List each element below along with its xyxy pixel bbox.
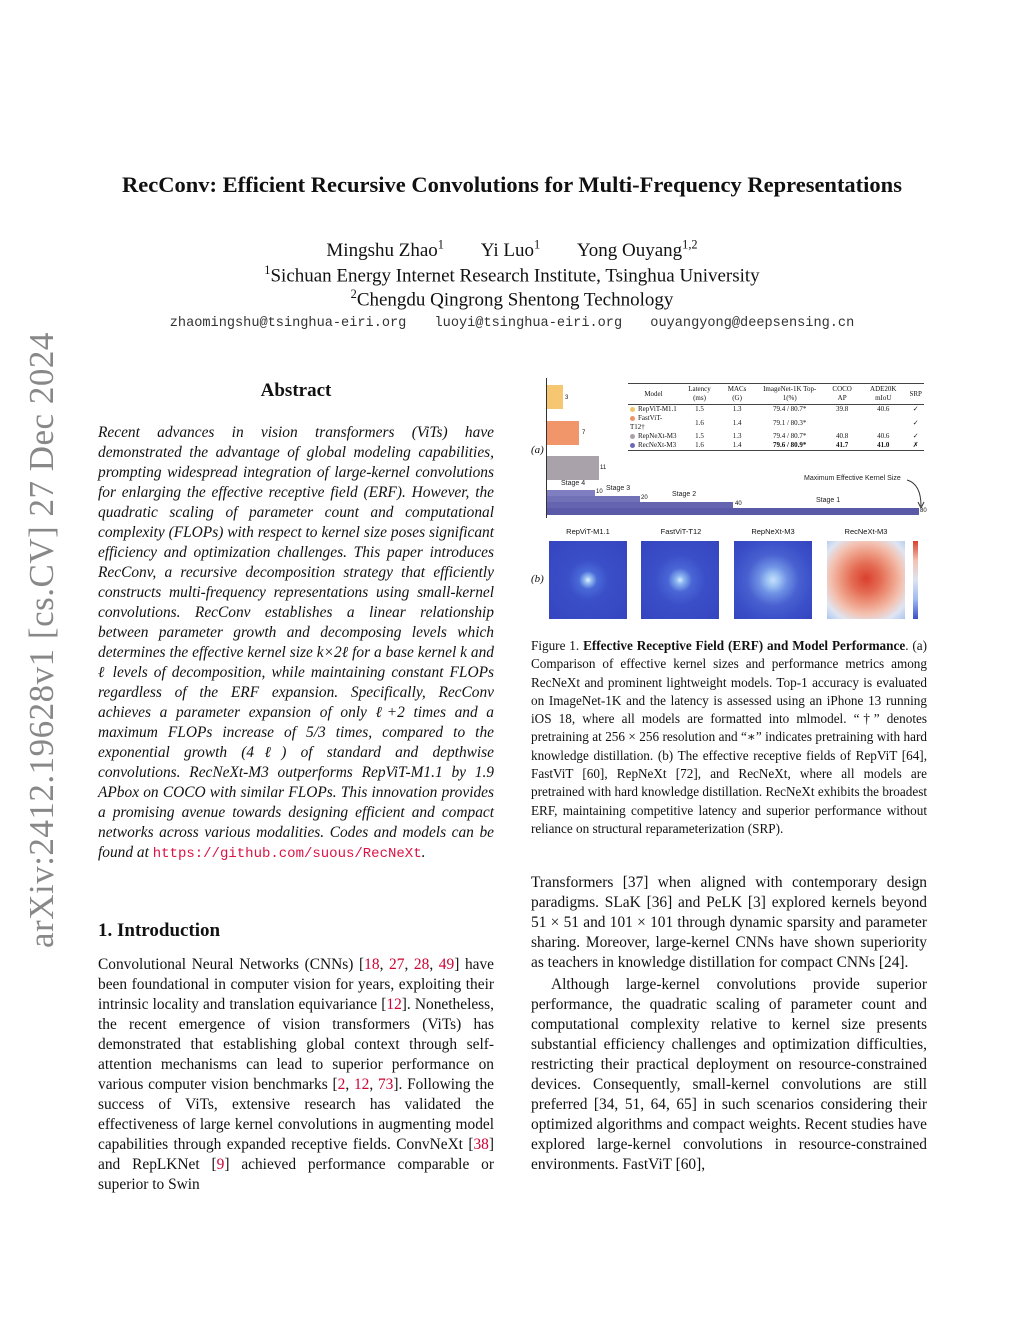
bar-value-11: 11 — [600, 465, 607, 471]
col-top1: ImageNet-1K Top-1(%) — [754, 384, 825, 405]
bar-stage1 — [547, 508, 919, 515]
citation[interactable]: 27 — [389, 956, 405, 973]
bar-fastvit — [547, 421, 579, 445]
bar-repnext — [547, 456, 599, 480]
col-macs: MACs (G) — [720, 384, 754, 405]
bar-value-3: 3 — [565, 395, 569, 401]
figure-table — [628, 383, 924, 451]
erf-title-repnext: RepNeXt-M3 — [751, 527, 795, 536]
right-paragraph-1: Transformers [37] when aligned with contemporary design paradigms. SLaK [36] and PeLK [3] explored kernels beyond 51 × 51 and 101 × 101 through dynamic sparsity and parameter sharing. Moreover, large-kernel CNNs have shown superiority as teachers in knowledge distillation for compact CNNs [24]. — [531, 874, 927, 971]
email-2[interactable]: luoyi@tsinghua-eiri.org — [434, 316, 623, 331]
bar-value-20: 20 — [641, 495, 648, 501]
right-column-text — [531, 873, 927, 1175]
author-3: Yong Ouyang$^{1,2}$ — [576, 238, 698, 262]
citation[interactable]: 9 — [216, 1156, 225, 1173]
col-ade: ADE20K mIoU — [859, 384, 907, 405]
right-paragraph-2: Although large-kernel convolutions provide superior performance, the quadratic scaling of parameter count and computational complexity relative to kernel size presents substantial efficiency challenges and optimization difficulties, restricting their practical deployment on resource-constrained devices. Consequently, small-kernel convolutions are still preferred [34, 51, 64, 65] in such scenarios considering their optimized algorithms and compact weights. Recent studies have explored large-kernel convolutions in resource-constrained environments. FastViT [60], — [531, 976, 927, 1173]
bar-repvit — [547, 385, 563, 409]
paper-title: RecConv: Efficient Recursive Convolutions for Multi-Frequency Representations — [122, 172, 902, 197]
erf-map-repvit — [549, 541, 627, 619]
table-row: RecNeXt-M3 1.6 1.4 79.6 / 80.9* 41.7 41.0 ✗ — [628, 441, 924, 451]
figure-caption: Figure 1. Effective Receptive Field (ERF) and Model Performance. (a) Comparison of effective kernel sizes and performance metrics among RecNeXt and prominent lightweight models. Top-1 accuracy is evaluated on ImageNet-1K and the latency is assessed using an iPhone 13 running iOS 18, where all models are formatted into mlmodel. “†” denotes pretraining at 256 × 256 resolution and “∗” indicates pretraining with hard knowledge distillation. (b) The effective receptive fields of RepViT [64], FastViT [60], RepNeXt [72], and RecNeXt, where all models are pretrained with hard knowledge distillation. RecNeXt exhibits the broadest ERF, maintaining competitive latency and superior performance without reliance on structural reparameterization (SRP). — [531, 638, 928, 836]
stage-label-2: Stage 2 — [672, 491, 697, 498]
erf-title-recnext: RecNeXt-M3 — [844, 527, 888, 536]
arxiv-sidebar-stamp: arXiv:2412.19628v1 [cs.CV] 27 Dec 2024 — [22, 332, 61, 948]
erf-title-repvit: RepViT-M1.1 — [566, 527, 610, 536]
code-link[interactable]: https://github.com/suous/RecNeXt — [152, 846, 422, 862]
table-row: FastViT-T12† 1.6 1.4 79.1 / 80.3* ✓ — [630, 414, 919, 431]
table-row: RepViT-M1.1 1.5 1.3 79.4 / 80.7* 39.8 40.6 ✓ — [628, 405, 924, 415]
col-coco: COCO AP — [825, 384, 859, 405]
bar-value-7: 7 — [582, 430, 586, 436]
panel-a-label: (a) — [531, 444, 544, 456]
section-heading-introduction: 1. Introduction — [98, 920, 221, 941]
author-1: Mingshu Zhao$^1$ — [326, 238, 444, 262]
citation[interactable]: 18 — [364, 956, 380, 973]
abstract-body: Recent advances in vision transformers (ViTs) have demonstrated the advantage of global modeling capabilities, prompting widespread integration of large-kernel convolutions for enlarging the effective receptive field (ERF). However, the quadratic scaling of parameter count and computational complexity (FLOPs) with respect to kernel size poses significant efficiency and optimization challenges. This paper introduces RecConv, a recursive decomposition strategy that efficiently constructs multi-frequency representations using small-kernel convolutions. RecConv establishes a linear relationship between parameter growth and decomposing levels which determines the effective kernel size k×2ℓ for a base kernel k and ℓ levels of decomposition, while maintaining constant FLOPs regardless of the ERF expansion. Specifically, RecConv achieves a parameter expansion of only ℓ+2 times and a maximum FLOPs increase of 5/3 times, compared to the exponential growth (4ℓ) of standard and depthwise convolutions. RecNeXt-M3 outperforms RepViT-M1.1 by 1.9 APbox on COCO with similar FLOPs. This innovation provides a promising avenue towards designing efficient and compact networks across various modalities. Codes and models can be found at https://github.com/suous/RecNeXt. — [98, 424, 494, 862]
stage-label-1: Stage 1 — [816, 497, 841, 504]
citation[interactable]: 49 — [438, 956, 455, 973]
citation[interactable]: 12 — [353, 1076, 370, 1093]
stage-label-4: Stage 4 — [561, 480, 586, 487]
bar-value-40: 40 — [735, 501, 742, 507]
citation[interactable]: 38 — [473, 1136, 489, 1153]
affiliation-2: $^2$Chengdu Qingrong Shentong Technology — [350, 287, 674, 311]
citation[interactable]: 2 — [337, 1076, 346, 1093]
affiliation-1: $^1$Sichuan Energy Internet Research Institute, Tsinghua University — [264, 263, 760, 287]
citation[interactable]: 12 — [386, 996, 402, 1013]
panel-b-label: (b) — [531, 573, 544, 585]
arrow-icon — [905, 478, 925, 510]
erf-colorbar — [913, 541, 918, 619]
erf-title-fastvit: FastViT-T12 — [660, 527, 702, 536]
email-1[interactable]: zhaomingshu@tsinghua-eiri.org — [169, 316, 407, 331]
abstract-heading: Abstract — [260, 380, 332, 401]
citation[interactable]: 73 — [377, 1076, 394, 1093]
citation[interactable]: 28 — [413, 956, 430, 973]
erf-map-repnext — [734, 541, 812, 619]
email-list — [0, 316, 1024, 331]
col-latency: Latency (ms) — [679, 384, 720, 405]
author-2: Yi Luo$^1$ — [480, 238, 541, 262]
legend-dot-icon — [630, 443, 635, 448]
legend-dot-icon — [630, 434, 635, 439]
legend-dot-icon — [630, 416, 635, 421]
bar-value-80: 80 — [920, 508, 927, 514]
email-3[interactable]: ouyangyong@deepsensing.cn — [650, 316, 855, 331]
erf-map-fastvit — [641, 541, 719, 619]
stage-label-3: Stage 3 — [606, 485, 631, 492]
bar-value-10: 10 — [596, 489, 603, 495]
erf-map-recnext — [827, 541, 905, 619]
col-model: Model — [628, 384, 679, 405]
col-srp: SRP — [907, 384, 924, 405]
author-list — [0, 238, 1024, 262]
max-kernel-label: Maximum Effective Kernel Size — [804, 475, 901, 482]
intro-paragraph: Convolutional Neural Networks (CNNs) [18, 27, 28, 49] have been foundational in computer vision for years, exploiting their intrinsic locality and translation equivariance [12]. Nonetheless, the recent emergence of vision transformers (ViTs) has demonstrated that establishing global context through self-attention mechanisms can lead to superior performance on various computer vision benchmarks [2, 12, 73]. Following the success of ViTs, extensive research has validated the effectiveness of large kernel convolutions in augmenting model capabilities through expanded receptive fields. ConvNeXt [38] and RepLKNet [9] achieved performance comparable or superior to Swin — [98, 956, 494, 1193]
table-row: RepNeXt-M3 1.5 1.3 79.4 / 80.7* 40.8 40.6 ✓ — [628, 432, 924, 441]
legend-dot-icon — [630, 407, 635, 412]
